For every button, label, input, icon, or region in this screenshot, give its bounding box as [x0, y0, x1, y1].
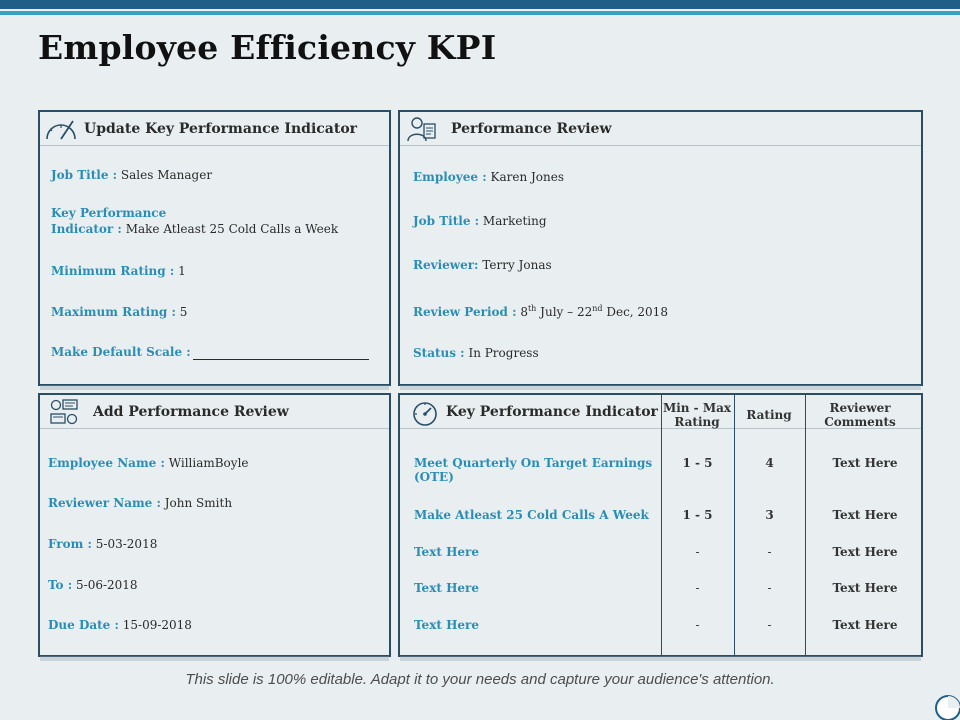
add-review-header [40, 395, 389, 429]
column-header-range: Min - Max Rating [662, 401, 732, 429]
to-date-field: To : 5-06-2018 [48, 578, 138, 592]
column-divider [661, 395, 662, 655]
range-cell[interactable]: - [695, 618, 700, 632]
column-divider [734, 395, 735, 655]
kpi-cell[interactable]: Text Here [414, 581, 479, 595]
rating-cell[interactable]: - [767, 545, 772, 559]
comment-cell[interactable]: Text Here [832, 545, 898, 559]
range-cell[interactable]: 1 - 5 [682, 508, 713, 522]
kpi-cell[interactable]: Meet Quarterly On Target Earnings (OTE) [414, 456, 653, 484]
comment-cell[interactable]: Text Here [832, 581, 898, 595]
speedometer-icon [410, 399, 440, 427]
reviewer-name-field: Reviewer Name : John Smith [48, 496, 233, 510]
performance-review-header [400, 112, 921, 146]
range-cell[interactable]: 1 - 5 [682, 456, 713, 470]
kpi-table-panel [398, 393, 923, 657]
review-period-field: Review Period : 8th July – 22nd Dec, 2018 [413, 304, 668, 319]
update-kpi-title: Update Key Performance Indicator [84, 121, 358, 137]
range-cell[interactable]: - [695, 581, 700, 595]
feedback-icon [48, 398, 80, 428]
top-accent-stripe [0, 11, 960, 15]
default-scale-field: Make Default Scale : [51, 344, 369, 360]
top-accent-bar [0, 0, 960, 9]
pr-job-title-field: Job Title : Marketing [413, 214, 547, 228]
add-review-title: Add Performance Review [93, 404, 289, 420]
employee-name-field: Employee Name : WilliamBoyle [48, 456, 249, 470]
employee-field: Employee : Karen Jones [413, 170, 565, 184]
footer-note: This slide is 100% editable. Adapt it to your needs and capture your audience's attention. [185, 671, 775, 688]
gauge-icon [44, 115, 78, 145]
page-title: Employee Efficiency KPI [38, 28, 497, 67]
job-title-field: Job Title : Sales Manager [51, 168, 213, 182]
add-review-panel [38, 393, 391, 657]
column-header-rating: Rating [746, 408, 792, 422]
rating-cell[interactable]: 4 [765, 456, 774, 470]
comment-cell[interactable]: Text Here [832, 508, 898, 522]
maximum-rating-field: Maximum Rating : 5 [51, 305, 188, 319]
kpi-field: Key Performance Indicator : Make Atleast 25 Cold Calls a Week [51, 206, 339, 236]
update-kpi-header [40, 112, 389, 146]
comment-cell[interactable]: Text Here [832, 618, 898, 632]
kpi-cell[interactable]: Text Here [414, 618, 479, 632]
kpi-cell[interactable]: Text Here [414, 545, 479, 559]
reviewer-field: Reviewer: Terry Jonas [413, 258, 552, 272]
due-date-field: Due Date : 15-09-2018 [48, 618, 192, 632]
column-header-comments: Reviewer Comments [824, 401, 896, 429]
performance-review-panel [398, 110, 923, 386]
status-field: Status : In Progress [413, 346, 539, 360]
column-divider [805, 395, 806, 655]
range-cell[interactable]: - [695, 545, 700, 559]
kpi-table-title: Key Performance Indicator [446, 404, 658, 420]
performance-review-title: Performance Review [451, 121, 612, 137]
loading-arc-icon [930, 690, 960, 720]
comment-cell[interactable]: Text Here [832, 456, 898, 470]
minimum-rating-field: Minimum Rating : 1 [51, 264, 186, 278]
from-date-field: From : 5-03-2018 [48, 537, 158, 551]
rating-cell[interactable]: - [767, 581, 772, 595]
rating-cell[interactable]: 3 [765, 508, 774, 522]
default-scale-input[interactable] [193, 348, 369, 360]
kpi-cell[interactable]: Make Atleast 25 Cold Calls A Week [414, 508, 649, 522]
update-kpi-panel [38, 110, 391, 386]
reviewer-icon [406, 115, 438, 143]
rating-cell[interactable]: - [767, 618, 772, 632]
